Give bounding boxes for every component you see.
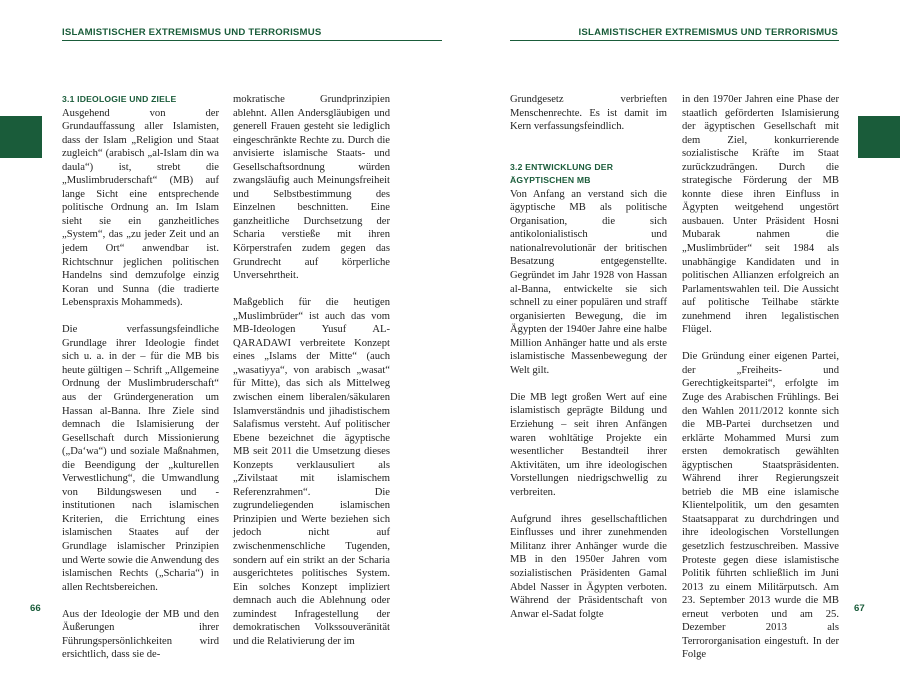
right-column-1 (510, 93, 667, 635)
paragraph: Die Gründung einer eigenen Partei, der „Freiheits- und Gerechtigkeitspartei“, erfolgte im Zuge des Arabischen Frühlings. Bei den Wahlen 2011/2012 konnte sich die MB-Partei durchsetzen und erklärte Mohammed Mursi zum ersten demokratisch gewählten ägyptischen Staatspräsidenten. Während ihrer Regierungszeit betrieb die MB eine islamische Klientelpolitik, um den gesamten Staatsapparat zu durchdringen und ihre ideologischen Vorstellungen gesetzlich festzuschreiben. Massive Proteste gegen diese islamistische Politik führten schließlich im Juni 2013 zu einem Militärputsch. Am 23. September 2013 wurde die MB erneut verboten und am 25. Dezember 2013 als Terrororganisation eingestuft. In der Folge (682, 351, 839, 661)
right-header-rule (510, 40, 839, 41)
paragraph: Ausgehend von der Grundauffassung aller Islamisten, dass der Islam „Religion und Staat zugleich“ (arabisch „al-Islam din wa daula“) ist, strebt die „Muslimbruderschaft“ (MB) auf lange Sicht eine entsprechende politische Ordnung an. Im Islam sieht sie ein ganzheitliches „System“, das „zu jeder Zeit und an jedem Ort“ anwendbar ist. Richtschnur jeglichen politischen Handelns sind demzufolge einzig Koran und Sunna (die tradierte Lebenspraxis Mohammeds). (62, 107, 219, 309)
section-heading-3-1: 3.1 IDEOLOGIE UND ZIELE (62, 94, 177, 104)
paragraph: Aufgrund ihres gesellschaftlichen Einflusses und ihrer zunehmenden Militanz ihrer Anhänger wurde die MB in den 1950er Jahren vom sozialistischen Präsidenten Gamal Abdel Nasser in Ägypten verboten. Während der Präsidentschaft von Anwar el-Sadat folgte (510, 513, 667, 620)
paragraph: Die MB legt großen Wert auf eine islamistisch geprägte Bildung und Erziehung – seit ihren Anfängen waren wohltätige Projekte ein wesentlicher Bestandteil ihrer Aktivitäten, um ihre ideologischen Vorstellungen niedrigschwellig zu verbreiten. (510, 391, 667, 498)
right-running-header: ISLAMISTISCHER EXTREMISMUS UND TERRORISMUS (578, 27, 838, 38)
paragraph: Maßgeblich für die heutigen „Muslimbrüder“ ist auch das vom MB-Ideologen Yusuf AL-QARADAWI verbreitete Konzept eines „Islams der Mitte“ (auch „wasatiyya“, von arabisch „wasat“ für Mitte), das sich als Mittelweg zwischen einem liberalen/säkularen Islamverständnis und jihadistischem Salafismus versteht. Auf politischer Ebene bezeichnet die ägyptische MB seit 2011 die Umsetzung dieses Konzepts verklausuliert als „Zivilstaat mit islamischem Referenzrahmen“. Die zugrundeliegenden islamischen Prinzipien und Werte beziehen sich jedoch nicht auf zwischenmenschliche Tugenden, sondern auf ein strikt an der Scharia ausgerichtetes politisches System. Ein solches Konzept impliziert demnach auch die Ablehnung oder zumindest Infragestellung der demokratischen Volkssouveränität und die Relativierung der im (233, 297, 390, 647)
left-running-header: ISLAMISTISCHER EXTREMISMUS UND TERRORISMUS (62, 27, 322, 38)
section-heading-3-2-line2: ÄGYPTISCHEN MB (510, 175, 591, 186)
page-number-left: 66 (30, 603, 41, 614)
paragraph: mokratische Grundprinzipien ablehnt. Allen Andersgläubigen und generell Frauen gesteht sie lediglich eingeschränkte Rechte zu. Durch die anvisierte islamische Staats- und Gesellschaftsordnung würden zwangsläufig auch Meinungsfreiheit und Selbstbestimmung des Einzelnen beschnitten. Eine ganzheitliche Durchsetzung der Scharia verstieße mit ihren Körperstrafen zudem gegen das Grundrecht auf körperliche Unversehrtheit. (233, 94, 390, 282)
left-chapter-tab-marker (0, 116, 42, 158)
paragraph: Aus der Ideologie der MB und den Äußerungen ihrer Führungspersönlichkeiten wird ersichtlich, dass sie de- (62, 608, 219, 661)
right-column-2 (682, 93, 839, 675)
paragraph: Von Anfang an verstand sich die ägyptische MB als politische Organisation, die sich antikolonialistisch und nationalrevolutionär der britischen Besatzung entgegenstellte. Gegründet im Jahr 1928 von Hassan al-Banna, entwickelte sie sich schnell zu einer populären und straff organisierten Bewegung, die im Ägypten der 1940er Jahre eine halbe Million Anhänger hatte und als erste islamistische Massenbewegung der Welt gilt. (510, 188, 667, 376)
right-chapter-tab-marker (858, 116, 900, 158)
left-column-1 (62, 93, 219, 675)
section-heading-3-2-line1: 3.2 ENTWICKLUNG DER (510, 161, 614, 172)
left-header-rule (62, 40, 442, 41)
paragraph: in den 1970er Jahren eine Phase der staatlich geförderten Islamisierung der ägyptischen Gesellschaft mit dem Ziel, konkurrierende sozialistische Kräfte im Staat zurückzudrängen. Durch die strategische Förderung der MB konnte diese ihren Einfluss in Ägypten weitgehend ungestört ausbauen. Unter Präsident Hosni Mubarak nahmen die „Muslimbrüder“ seit 1984 als unabhängige Kandidaten und in politischen Allianzen erfolgreich an Parlamentswahlen teil. Die Aussicht auf politische Teilhabe stärkte zunehmend ihren legalistischen Flügel. (682, 94, 839, 336)
left-column-2 (233, 93, 390, 662)
page-number-right: 67 (854, 603, 865, 614)
paragraph: Die verfassungsfeindliche Grundlage ihrer Ideologie findet sich u. a. in der – für die MB bis heute gültigen – Schrift „Allgemeine Ordnung der Muslimbruderschaft“ aus der Gründergeneration um Hassan al-Banna. Ihre Ziele sind demnach die Islamisierung der Gesellschaft durch Missionierung („Da‘wa“) und soziale Maßnahmen, die Beendigung der „kulturellen Verwestlichung“, die Umwandlung von Bildungswesen und -institutionen nach islamischen Kriterien, die Errichtung eines islamischen Staates auf der Grundlage islamischer Prinzipien und Werte sowie die Anwendung des islamischen Rechts („Scharia“) in allen Rechtsbereichen. (62, 324, 219, 593)
paragraph: Grundgesetz verbrieften Menschenrechte. Es ist damit im Kern verfassungsfeindlich. (510, 94, 667, 133)
